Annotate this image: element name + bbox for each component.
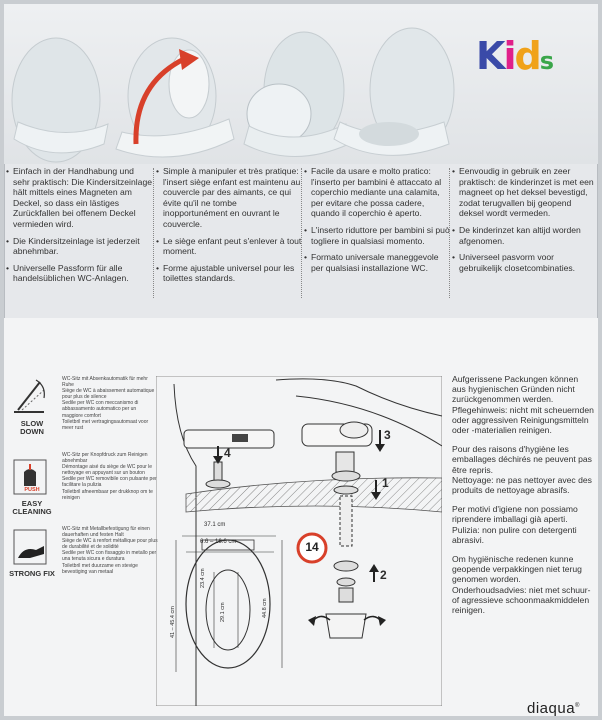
note-text: Pulizia: non pulire con detergenti abrasivi. [452, 524, 577, 545]
load-badge: 14 [305, 540, 319, 554]
note-nl [452, 554, 594, 615]
feature-desc-de: WC-Sitz mit Absenkautomatik für mehr Ruhe [62, 376, 148, 389]
column-item: • Le siège enfant peut s'enlever à tout moment. [156, 236, 302, 257]
logo-letter-i: i [503, 34, 515, 78]
note-text: Om hygiënische redenen kunne geopende verpakkingen niet terug genomen worden. [452, 554, 582, 585]
note-text: Onderhoudsadvies: niet met schuur- of agressieve schoonmaakmiddelen reinigen. [452, 584, 591, 616]
push-label: PUSH [24, 487, 40, 493]
logo-letter-s: s [539, 47, 552, 75]
feature-description [62, 526, 158, 575]
kids-logo [476, 34, 552, 78]
column-divider [449, 168, 450, 298]
note-text: Nettoyage: ne pas nettoyer avec des produits de nettoyage abrasifs. [452, 474, 592, 496]
brand-name: diaqua [527, 700, 576, 717]
column-nl [452, 166, 598, 279]
column-fr [156, 166, 302, 290]
column-item: • Forme ajustable universel pour les toilettes standards. [156, 263, 302, 284]
seat-photo-4 [334, 28, 454, 155]
feature-desc-de: WC-Sitz per Knopfdruck zum Reinigen abnehmbar [62, 452, 148, 465]
step-2: 2 [380, 568, 387, 582]
column-item: • Universeel pasvorm voor gebruikelijk closetcombinaties. [452, 252, 598, 273]
slow-down-icon [10, 376, 50, 418]
feature-desc-it: Sedile per WC con meccanismo di abbassamento automatico per un maggiore comfort [62, 400, 139, 419]
note-text: Pour des raisons d'hygiène les emballages déchirés ne peuvent pas être repris. [452, 444, 592, 475]
dim-hinge: 6.6 – 16.6 cm [200, 539, 237, 545]
feature-description [62, 376, 158, 431]
column-it [304, 166, 450, 279]
feature-label: SLOW DOWN [20, 419, 44, 436]
feature-desc-it: Sedile per WC con fissaggio in metallo per una tenuta sicura e duratura [62, 550, 157, 563]
feature-desc-fr: Démontage aisé du siège de WC pour le nettoyage en appuyant sur un bouton [62, 464, 153, 477]
dim-inner-length: 29.1 cm [220, 602, 226, 622]
dim-inner-width: 23.4 cm [200, 568, 206, 588]
feature-desc-it: Sedile per WC removibile con pulsante per facilitare la pulizia [62, 476, 157, 489]
seat-photo-3 [244, 32, 349, 157]
feature-desc-fr: Siège de WC à abaissement automatique pour plus de silence [62, 388, 155, 401]
dim-range: 41 – 45.4 cm [170, 606, 176, 638]
dim-outer-length: 44.8 cm [262, 598, 268, 618]
column-divider [301, 168, 302, 298]
product-photo-strip [4, 4, 598, 164]
feature-desc-nl: Toiletbril afneembaar per drukknop om te reinigen [62, 488, 153, 501]
step-3: 3 [384, 428, 391, 442]
note-text: Aufgerissene Packungen können aus hygienischen Gründen nicht zurückgenommen werden. [452, 374, 579, 405]
column-item: • De kinderinzet kan altijd worden afgenomen. [452, 225, 598, 246]
column-item: • Eenvoudig in gebruik en zeer praktisch: de kinderinzet is met een magneet op het deksel bevestigd, zodat terugvallen bij geopend deksel wordt vermeden. [452, 166, 598, 219]
column-item: • Einfach in der Handhabung und sehr praktisch: Die Kindersitzeinlage hält mittels eines Magneten am Deckel, so dass ein lästiges Zurückfallen bei offenem Deckel vermieden wird. [6, 166, 152, 230]
column-divider [153, 168, 154, 298]
brand-logo [527, 700, 580, 717]
note-it [452, 504, 594, 545]
column-item: • Universelle Passform für alle handelsüblichen WC-Anlagen. [6, 263, 152, 284]
note-text: Per motivi d'igiene non possiamo riprendere imballagi già aperti. [452, 504, 578, 525]
note-text: Pflegehinweis: nicht mit scheuernden oder aggressiven Reinigungsmitteln oder -materialien reinigen. [452, 404, 594, 436]
note-de [452, 374, 594, 435]
step-4: 4 [224, 446, 231, 460]
hygiene-notes [452, 374, 594, 624]
column-item: • Facile da usare e molto pratico: l'inserto per bambini è attaccato al coperchio mediante una calamita, per evitare che possa cadere, quando il coperchio è aperto. [304, 166, 450, 219]
brand-registered-mark: ® [575, 703, 580, 709]
step-1: 1 [382, 476, 389, 490]
column-item: • Simple à manipuler et très pratique: l'insert siège enfant est maintenu au couvercle par des aimants, ce qui évite qu'il ne tombe inopportunément en ouvrant le couvercle. [156, 166, 302, 230]
note-fr [452, 444, 594, 495]
feature-description [62, 452, 158, 501]
column-item: • L'inserto riduttore per bambini si può togliere in qualsiasi momento. [304, 225, 450, 246]
installation-diagram [156, 376, 442, 706]
feature-label: STRONG FIX [9, 569, 55, 578]
seat-photo-1 [12, 38, 108, 162]
logo-letter-k: K [476, 34, 504, 78]
dim-width: 37.1 cm [204, 522, 226, 528]
logo-letter-d: d [514, 34, 540, 78]
feature-desc-fr: Siège de WC à renfort métallique pour plus de durabilité et de solidité [62, 538, 158, 551]
column-item: • Die Kindersitzeinlage ist jederzeit abnehmbar. [6, 236, 152, 257]
feature-label: EASY CLEANING [12, 499, 52, 516]
installation-drawing [156, 376, 442, 706]
column-item: • Formato universale maneggevole per qualsiasi installazione WC. [304, 252, 450, 273]
feature-desc-nl: Toiletbril met duurzame en stevige bevestiging van metaal [62, 562, 138, 575]
feature-desc-de: WC-Sitz mit Metallbefestigung für einen dauerhaften und festen Halt [62, 526, 150, 539]
column-de [6, 166, 152, 290]
feature-desc-nl: Toiletbril met vertragingsautomaat voor meer rust [62, 418, 149, 431]
hand-fix-icon [10, 528, 50, 570]
toilet-seat-photos [4, 4, 598, 164]
seat-photo-2 [116, 38, 234, 157]
